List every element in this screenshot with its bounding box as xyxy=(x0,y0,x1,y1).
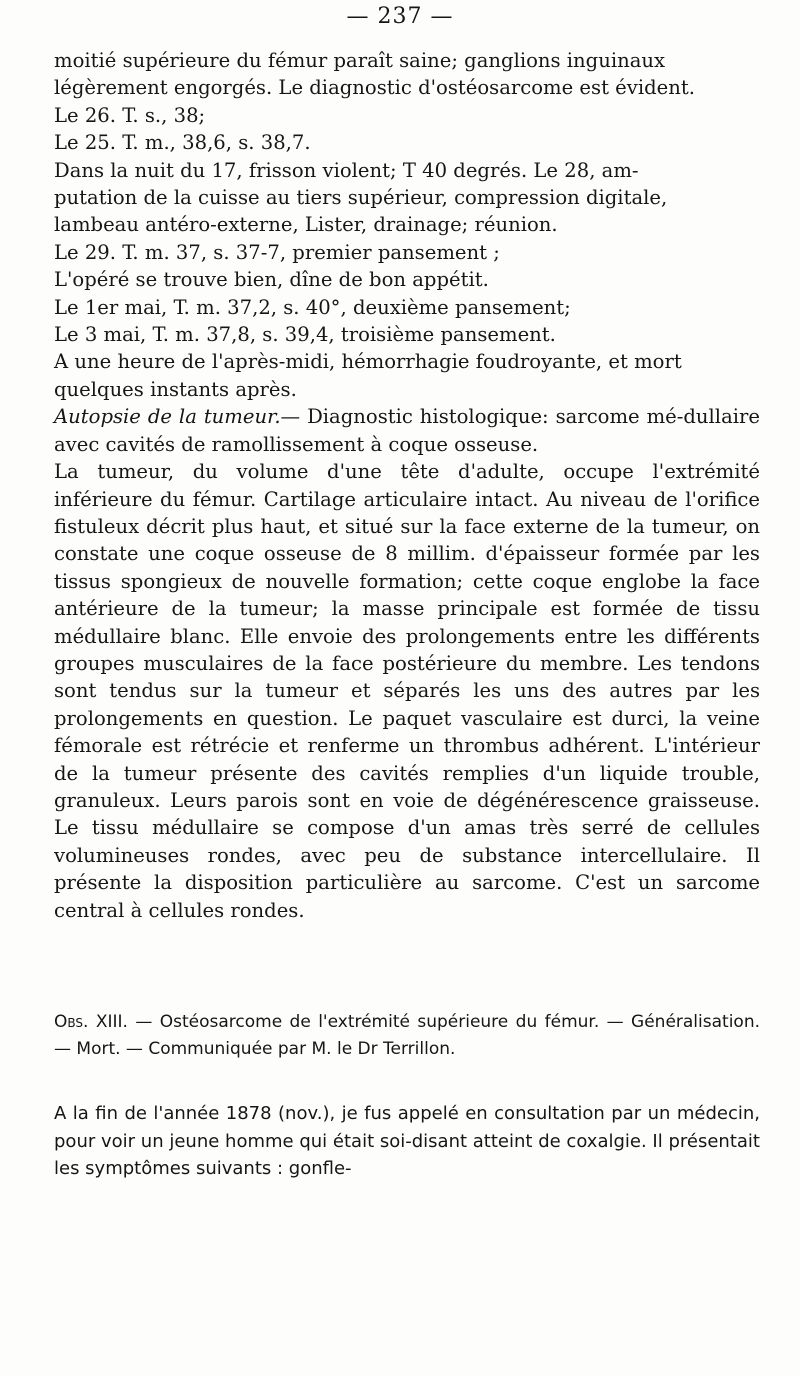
main-text xyxy=(54,47,760,924)
page-number: — 237 — xyxy=(346,4,454,29)
observation-label: Obs. XIII. xyxy=(54,1012,128,1032)
tumor-paragraph: La tumeur, du volume d'une tête d'adulte, occupe l'extrémité inférieure du fémur. Cartilage articulaire intact. Au niveau de l'orifice fistuleux décrit plus haut, et situé sur la face externe de la tumeur, on constate une coque osseuse de 8 millim. d'épaisseur formée par les tissus spongieux de nouvelle formation; cette coque englobe la face antérieure de la tumeur; la masse principale est formée de tissu médullaire blanc. Elle envoie des prolongements entre les différents groupes musculaires de la face postérieure du membre. Les tendons sont tendus sur la tumeur et séparés les uns des autres par les prolongements en question. Le paquet vasculaire est durci, la veine fémorale est rétrécie et renferme un thrombus adhérent. L'intérieur de la tumeur présente des cavités remplies d'un liquide trouble, granuleux. Leurs parois sont en voie de dégénérescence graisseuse. Le tissu médullaire se compose d'un amas très serré de cellules volumineuses rondes, avec peu de substance intercellulaire. Il présente la disposition particulière au sarcome. C'est un sarcome central à cellules rondes. xyxy=(54,460,760,922)
text-line: quelques instants après. xyxy=(54,377,297,401)
text-line: Le 25. T. m., 38,6, s. 38,7. xyxy=(54,131,311,155)
text-line: Le 1er mai, T. m. 37,2, s. 40°, deuxième pansement; xyxy=(54,295,571,319)
text-line: L'opéré se trouve bien, dîne de bon appétit. xyxy=(54,268,489,292)
text-line: Le 29. T. m. 37, s. 37-7, premier pansement ; xyxy=(54,240,500,264)
narrative-paragraph xyxy=(54,1100,760,1183)
autopsy-paragraph xyxy=(54,403,760,458)
text-line: moitié supérieure du fémur paraît saine; ganglions inguinaux xyxy=(54,49,666,72)
text-line: légèrement engorgés. Le diagnostic d'ostéosarcome est évident. xyxy=(54,76,695,100)
text-line: putation de la cuisse au tiers supérieur, compression digitale, xyxy=(54,186,668,210)
text-line: Le 26. T. s., 38; xyxy=(54,103,206,127)
text-line: Dans la nuit du 17, frisson violent; T 40 degrés. Le 28, am- xyxy=(54,158,639,182)
text-line: A une heure de l'après-midi, hémorrhagie foudroyante, et mort xyxy=(54,350,682,374)
narrative-text: A la fin de l'année 1878 (nov.), je fus appelé en consultation par un médecin, pour voir un jeune homme qui était soi-disant atteint de coxalgie. Il présentait les symptômes suivants : gonfle- xyxy=(54,1103,760,1179)
observation-header xyxy=(54,1009,760,1063)
text-line: Le 3 mai, T. m. 37,8, s. 39,4, troisième pansement. xyxy=(54,323,556,347)
observation-title: — Ostéosarcome de l'extrémité supérieure du fémur. — Généralisation. — Mort. — Communiquée par M. le Dr Terrillon. xyxy=(54,1012,760,1059)
autopsy-heading: Autopsie de la tumeur. xyxy=(54,405,281,429)
text-line: lambeau antéro-externe, Lister, drainage; réunion. xyxy=(54,213,558,237)
autopsy-text: — Diagnostic histologique: sarcome mé-dullaire avec cavités de ramollissement à coque osseuse. xyxy=(54,405,760,456)
